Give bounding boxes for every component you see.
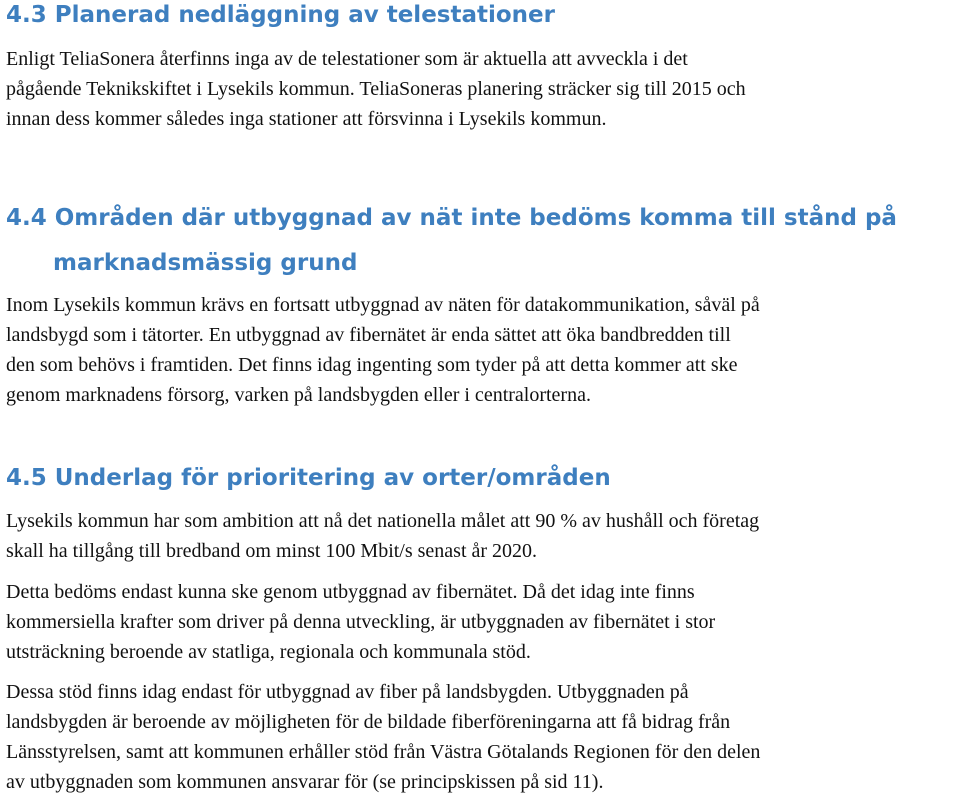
text-line: pågående Teknikskiftet i Lysekils kommun. TeliaSoneras planering sträcker sig till 2015 och [6,78,746,100]
text-line: innan dess kommer således inga stationer att försvinna i Lysekils kommun. [6,108,607,130]
text-line: Lysekils kommun har som ambition att nå det nationella målet att 90 % av hushåll och företag [6,510,760,532]
text-line: utsträckning beroende av statliga, regionala och kommunala stöd. [6,641,531,663]
text-line: Inom Lysekils kommun krävs en fortsatt utbyggnad av näten för datakommunikation, såväl på [6,294,760,316]
text-line: Länsstyrelsen, samt att kommunen erhåller stöd från Västra Götalands Regionen för den delen [6,741,761,763]
text-line: kommersiella krafter som driver på denna utveckling, är utbyggnaden av fibernätet i stor [6,611,716,633]
paragraph-4-3 [6,44,746,134]
text-line: landsbygden är beroende av möjligheten för de bildade fiberföreningarna att få bidrag från [6,711,731,733]
heading-4-4-line2: marknadsmässig grund [53,250,358,276]
text-line: Dessa stöd finns idag endast för utbyggnad av fiber på landsbygden. Utbyggnaden på [6,681,689,703]
text-line: skall ha tillgång till bredband om minst 100 Mbit/s senast år 2020. [6,540,538,562]
text-line: Detta bedöms endast kunna ske genom utbyggnad av fibernätet. Då det idag inte finns [6,581,695,603]
text-line: den som behövs i framtiden. Det finns idag ingenting som tyder på att detta kommer att ske [6,354,738,376]
heading-4-4-line1: 4.4 Områden där utbyggnad av nät inte bedöms komma till stånd på [6,205,897,231]
paragraph-4-5-stod [6,677,760,797]
heading-4-5: 4.5 Underlag för prioritering av orter/områden [6,465,611,491]
text-line: genom marknadens försorg, varken på landsbygden eller i centralorterna. [6,384,591,406]
text-line: Enligt TeliaSonera återfinns inga av de telestationer som är aktuella att avveckla i det [6,48,688,70]
paragraph-4-5-ambition [6,506,759,566]
paragraph-4-5-fibernat [6,577,715,667]
heading-4-3: 4.3 Planerad nedläggning av telestationer [6,2,555,28]
paragraph-4-4 [6,290,760,410]
text-line: landsbygd som i tätorter. En utbyggnad av fibernätet är enda sättet att öka bandbredden till [6,324,731,346]
text-line: av utbyggnaden som kommunen ansvarar för (se principskissen på sid 11). [6,771,604,793]
